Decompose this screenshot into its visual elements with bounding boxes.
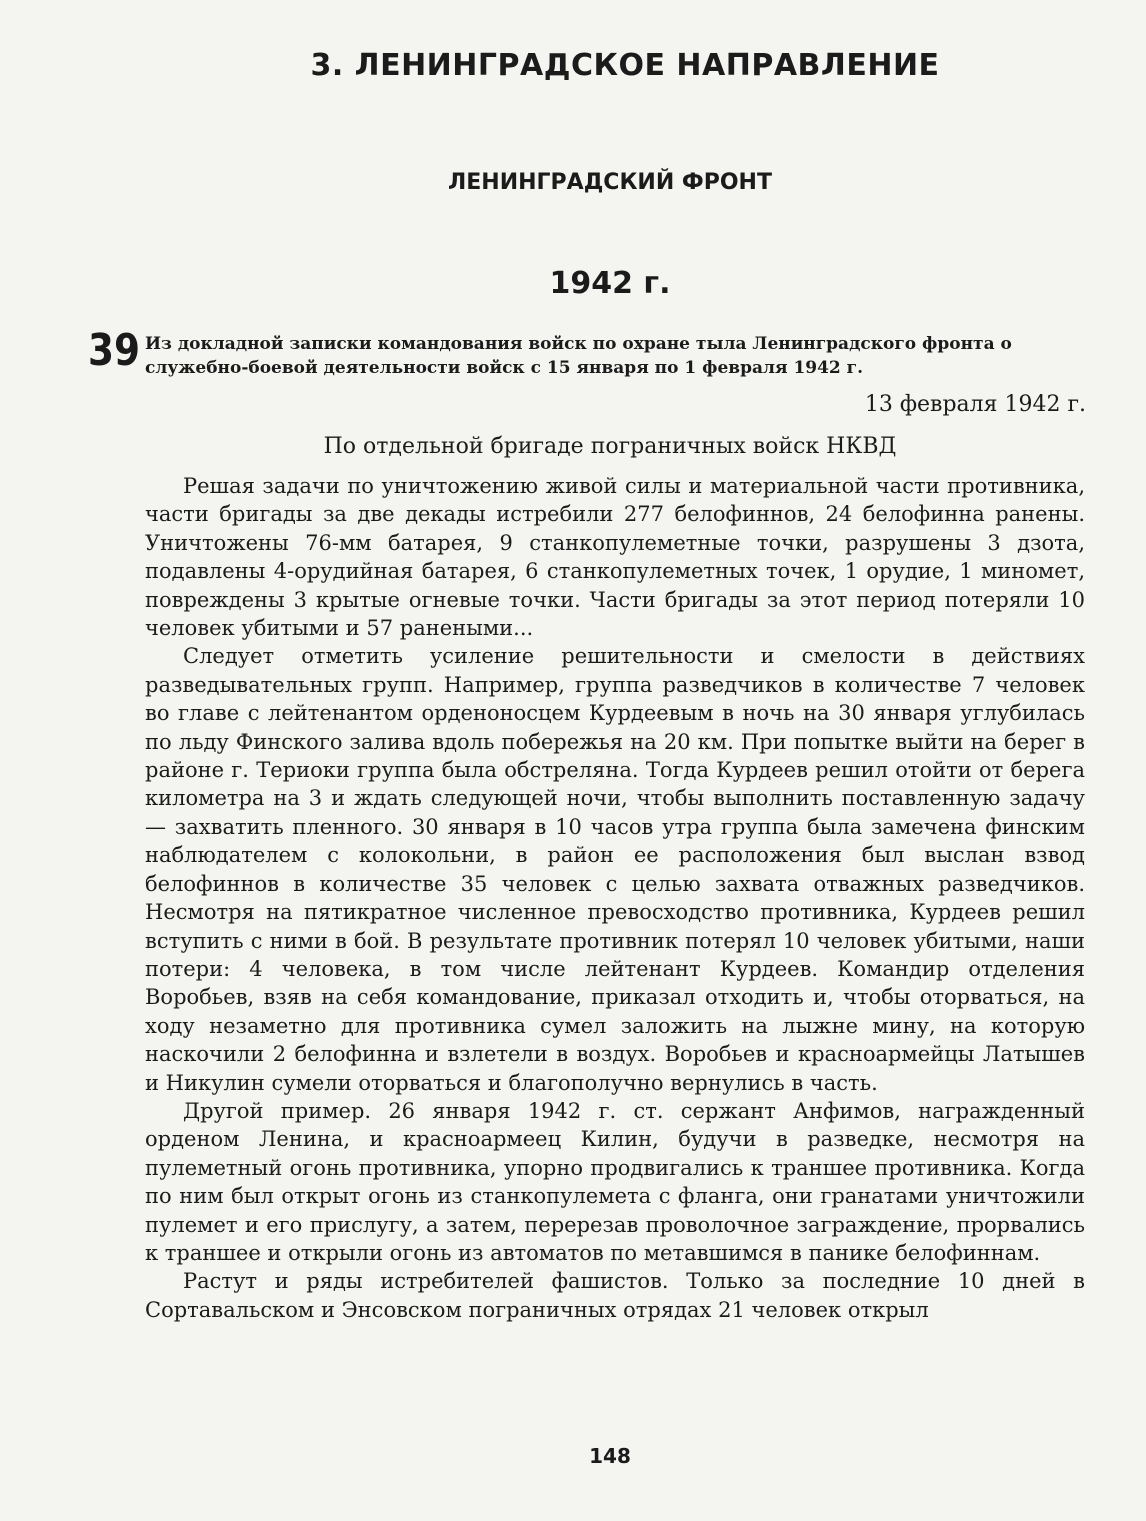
page-number: 148 [589, 1444, 631, 1468]
document-unit: По отдельной бригаде пограничных войск НКВД [323, 434, 897, 459]
paragraph: Решая задачи по уничтожению живой силы и материальной части противника, части бригады за две декады истребили 277 белофиннов, 24 белофинна ранены. Уничтожены 76-мм батарея, 9 станкопулеметные точки, разрушены 3 дзота, подавлены 4-орудийная батарея, 6 станкопулеметных точек, 1 орудие, 1 миномет, повреждены 3 крытые огневые точки. Части бригады за этот период потеряли 10 человек убитыми и 57 ранеными... [145, 474, 1085, 641]
section-title: 3. ЛЕНИНГРАДСКОЕ НАПРАВЛЕНИЕ [310, 48, 940, 83]
paragraph: Растут и ряды истребителей фашистов. Только за последние 10 дней в Сортавальском и Энсовском пограничных отрядах 21 человек открыл [145, 1269, 1085, 1322]
front-title: ЛЕНИНГРАДСКИЙ ФРОНТ [448, 170, 772, 195]
document-date: 13 февраля 1942 г. [864, 392, 1086, 417]
paragraph: Другой пример. 26 января 1942 г. ст. сержант Анфимов, награжденный орденом Ленина, и красноармеец Килин, будучи в разведке, несмотря на пулеметный огонь противника, упорно продвигались к траншее противника. Когда по ним был открыт огонь из станкопулемета с фланга, они гранатами уничтожили пулемет и его прислугу, а затем, перерезав проволочное заграждение, прорвались к траншее и открыли огонь из автоматов по метавшимся в панике белофиннам. [145, 1098, 1085, 1265]
document-number: 39 [88, 325, 141, 376]
year-title: 1942 г. [549, 266, 671, 301]
paragraph: Следует отметить усиление решительности и смелости в действиях разведывательных групп. Например, группа разведчиков в количестве 7 человек во главе с лейтенантом орденоносцем Курдеевым в ночь на 30 января углубилась по льду Финского залива вдоль побережья на 20 км. При попытке выйти на берег в районе г. Териоки группа была обстреляна. Тогда Курдеев решил отойти от берега километра на 3 и ждать следующей ночи, чтобы выполнить поставленную задачу — захватить пленного. 30 января в 10 часов утра группа была замечена финским наблюдателем с колокольни, в район ее расположения был выслан взвод белофиннов в количестве 35 человек с целью захвата отважных разведчиков. Несмотря на пятикратное численное превосходство противника, Курдеев решил вступить с ними в бой. В результате противник потерял 10 человек убитыми, наши потери: 4 человека, в том числе лейтенант Курдеев. Командир отделения Воробьев, взяв на себя командование, приказал отходить и, чтобы оторваться, на ходу незаметно для противника сумел заложить на лыжне мину, на которую наскочили 2 белофинна и взлетели в воздух. Воробьев и красноармейцы Латышев и Никулин сумели оторваться и благополучно вернулись в часть. [145, 644, 1085, 1095]
document-body [145, 472, 1085, 1324]
document-heading: Из докладной записки командования войск по охране тыла Ленинградского фронта о служебно-боевой деятельности войск с 15 января по 1 февраля 1942 г. [145, 334, 1012, 378]
